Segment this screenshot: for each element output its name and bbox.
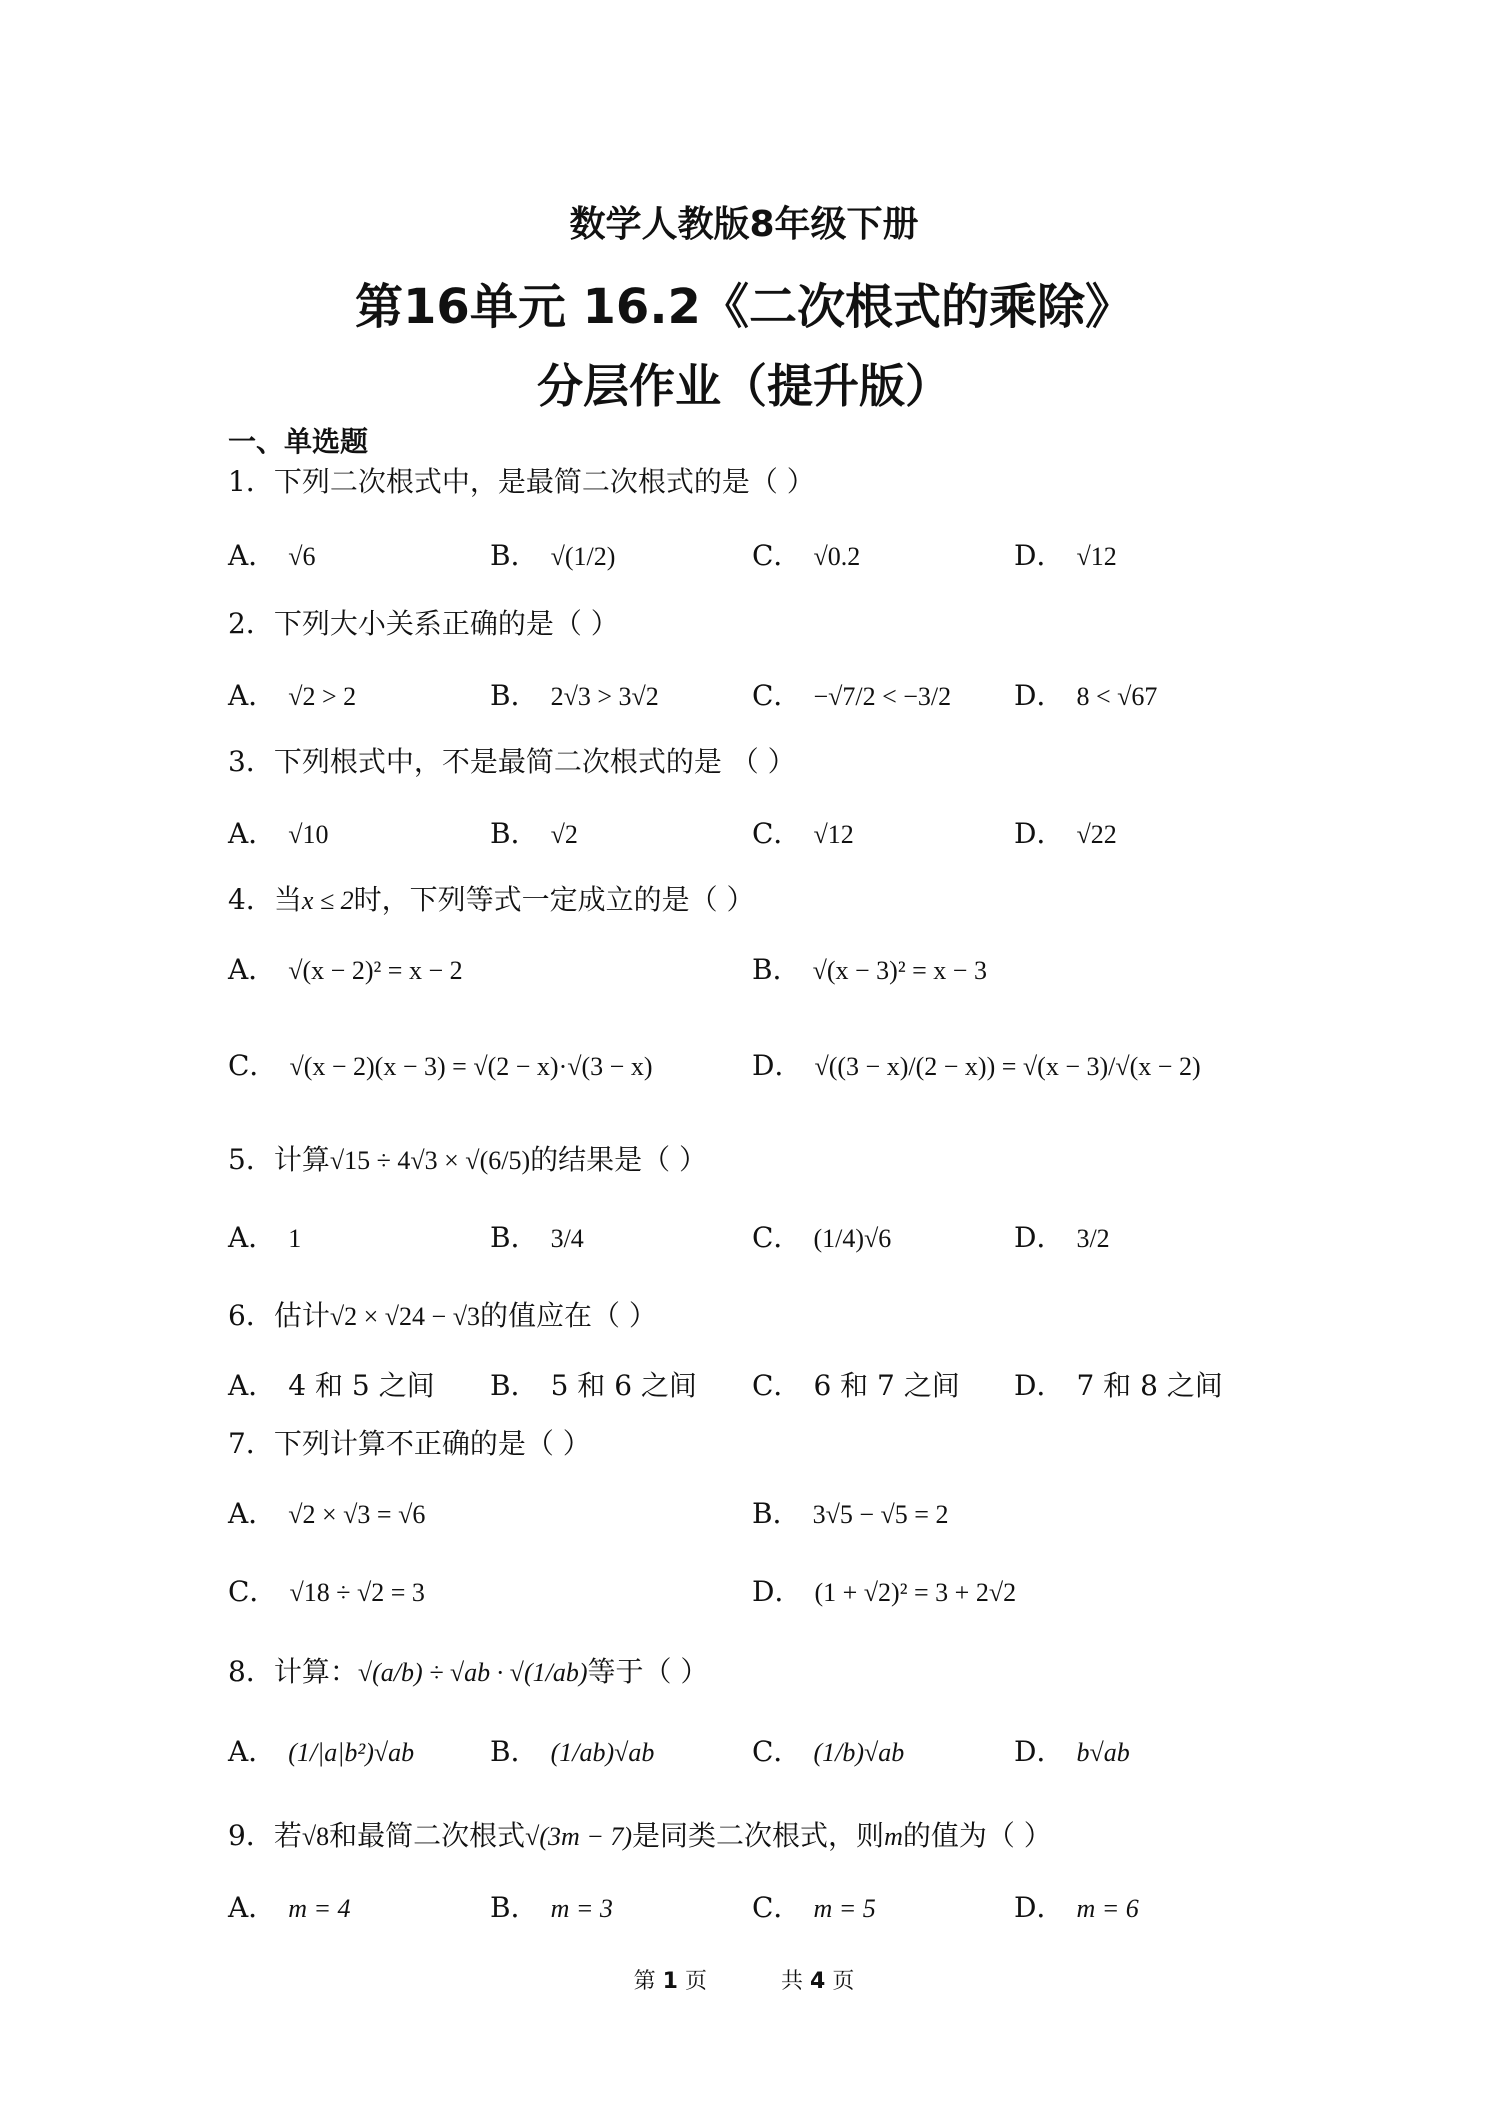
option-label: C． (752, 1369, 802, 1402)
q3-option-a (228, 814, 329, 855)
q1-option-a (228, 536, 316, 577)
option-label: B． (490, 679, 539, 712)
option-math: 3√5 − √5 = 2 (812, 1500, 949, 1529)
option-math: m = 4 (288, 1894, 351, 1923)
option-label: C． (228, 1049, 278, 1082)
q5-option-b (490, 1218, 584, 1259)
option-label: D． (1014, 1369, 1065, 1402)
stem-math: √(3m − 7) (525, 1822, 633, 1851)
stem-text: 6．估计 (228, 1299, 330, 1332)
q2-option-d (1014, 676, 1157, 717)
q5-option-a (228, 1218, 301, 1259)
option-label: A． (228, 1735, 277, 1768)
total-pages-number: 4 (810, 1969, 826, 1994)
stem-text: 8．计算： (228, 1655, 358, 1688)
q4-option-b (752, 950, 987, 991)
option-math: (1/|a|b²)√ab (288, 1738, 415, 1767)
option-label: A． (228, 679, 277, 712)
stem-math: x ≤ 2 (301, 886, 354, 915)
option-label: A． (228, 1891, 277, 1924)
option-label: C． (752, 1221, 802, 1254)
q8-option-c (752, 1732, 904, 1773)
question-8-stem (228, 1652, 708, 1693)
option-text: 7 和 8 之间 (1076, 1369, 1223, 1402)
q7-option-b (752, 1494, 948, 1535)
stem-math: √(a/b) ÷ √ab · √(1/ab) (357, 1658, 588, 1687)
question-6-stem (228, 1296, 657, 1337)
q2-option-b (490, 676, 659, 717)
q5-option-c (752, 1218, 891, 1259)
option-math: √2 × √3 = √6 (288, 1500, 426, 1529)
option-label: D． (1014, 817, 1065, 850)
option-label: A． (228, 1221, 277, 1254)
q4-option-a (228, 950, 463, 991)
section-heading: 一、单选题 (228, 425, 369, 458)
option-math: √0.2 (813, 542, 861, 571)
option-math: √22 (1076, 820, 1117, 849)
stem-text: 的值应在（ ） (479, 1299, 657, 1332)
question-3-stem: 3．下列根式中，不是最简二次根式的是 （ ） (228, 745, 796, 778)
option-math: √18 ÷ √2 = 3 (289, 1578, 425, 1607)
option-label: C． (752, 539, 802, 572)
option-label: B． (752, 1497, 801, 1530)
option-label: D． (1014, 679, 1065, 712)
option-math: (1 + √2)² = 3 + 2√2 (814, 1578, 1017, 1607)
option-label: D． (1014, 1735, 1065, 1768)
stem-text: 5．计算 (228, 1143, 330, 1176)
option-math: b√ab (1076, 1738, 1130, 1767)
option-math: 8 < √67 (1076, 682, 1158, 711)
q1-option-b (490, 536, 615, 577)
option-label: D． (1014, 1891, 1065, 1924)
option-math: 3/4 (550, 1224, 584, 1253)
header-unit-title: 第16单元 16.2《二次根式的乘除》 (355, 279, 1133, 335)
footer-text: 页 (684, 1969, 707, 1994)
footer-text: 共 (781, 1969, 804, 1994)
option-text: 5 和 6 之间 (550, 1369, 697, 1402)
option-math: m = 3 (550, 1894, 613, 1923)
option-math: √(x − 2)² = x − 2 (288, 956, 463, 985)
q9-option-b (490, 1888, 613, 1929)
option-text: 4 和 5 之间 (288, 1369, 435, 1402)
option-label: B． (490, 1735, 539, 1768)
q4-option-c (228, 1046, 653, 1087)
stem-text: 9．若 (228, 1819, 302, 1852)
question-2-stem: 2．下列大小关系正确的是（ ） (228, 607, 619, 640)
q6-option-c (752, 1366, 960, 1406)
q1-option-d (1014, 536, 1117, 577)
q6-option-d (1014, 1366, 1223, 1406)
question-1-stem: 1．下列二次根式中，是最简二次根式的是（ ） (228, 465, 815, 498)
option-math: (1/4)√6 (813, 1224, 892, 1253)
stem-text: 4．当 (228, 883, 302, 916)
stem-text: 和最简二次根式 (329, 1819, 526, 1852)
option-label: C． (752, 817, 802, 850)
q3-option-d (1014, 814, 1117, 855)
q9-option-a (228, 1888, 351, 1929)
option-math: −√7/2 < −3/2 (813, 682, 952, 711)
option-math: 1 (288, 1224, 302, 1253)
option-label: A． (228, 817, 277, 850)
option-math: m = 6 (1076, 1894, 1139, 1923)
option-math: √10 (288, 820, 329, 849)
page-footer (0, 1964, 1488, 1995)
option-label: B． (490, 1369, 539, 1402)
question-9-stem (228, 1816, 1052, 1857)
q7-option-d (752, 1572, 1016, 1613)
q7-option-c (228, 1572, 425, 1613)
option-math: √2 (550, 820, 578, 849)
question-7-stem: 7．下列计算不正确的是（ ） (228, 1427, 591, 1460)
option-label: B． (490, 817, 539, 850)
q8-option-b (490, 1732, 654, 1773)
option-label: A． (228, 953, 277, 986)
q8-option-d (1014, 1732, 1130, 1773)
q9-option-c (752, 1888, 876, 1929)
footer-text: 页 (832, 1969, 855, 1994)
q9-option-d (1014, 1888, 1139, 1929)
q8-option-a (228, 1732, 414, 1773)
option-math: √(1/2) (550, 542, 616, 571)
option-math: √12 (813, 820, 854, 849)
stem-text: 的结果是（ ） (530, 1143, 708, 1176)
option-label: A． (228, 1369, 277, 1402)
option-label: D． (752, 1049, 803, 1082)
q4-option-d (752, 1046, 1201, 1087)
option-math: 2√3 > 3√2 (550, 682, 659, 711)
option-math: m = 5 (813, 1894, 876, 1923)
option-label: D． (1014, 1221, 1065, 1254)
header-subject: 数学人教版8年级下册 (569, 204, 919, 245)
q6-option-b (490, 1366, 697, 1406)
stem-text: 是同类二次根式，则 (632, 1819, 885, 1852)
option-math: √(x − 3)² = x − 3 (812, 956, 987, 985)
q1-option-c (752, 536, 860, 577)
option-label: B． (490, 1221, 539, 1254)
question-5-stem (228, 1140, 707, 1181)
option-math: √(x − 2)(x − 3) = √(2 − x)·√(3 − x) (289, 1052, 653, 1081)
q3-option-c (752, 814, 854, 855)
stem-math: √2 × √24 − √3 (329, 1302, 480, 1331)
option-math: √2 > 2 (288, 682, 357, 711)
q7-option-a (228, 1494, 425, 1535)
q2-option-c (752, 676, 951, 717)
option-math: √((3 − x)/(2 − x)) = √(x − 3)/√(x − 2) (814, 1052, 1201, 1081)
stem-math: m (884, 1822, 903, 1851)
option-label: B． (490, 539, 539, 572)
option-label: D． (1014, 539, 1065, 572)
option-text: 6 和 7 之间 (813, 1369, 960, 1402)
stem-text: 等于（ ） (587, 1655, 709, 1688)
option-label: C． (752, 1891, 802, 1924)
option-math: √12 (1076, 542, 1117, 571)
stem-text: 的值为（ ） (902, 1819, 1052, 1852)
option-math: (1/b)√ab (813, 1738, 905, 1767)
option-label: B． (490, 1891, 539, 1924)
stem-math: √8 (301, 1822, 330, 1851)
stem-text: 时，下列等式一定成立的是（ ） (353, 883, 755, 916)
current-page-number: 1 (662, 1969, 678, 1994)
q3-option-b (490, 814, 578, 855)
option-math: (1/ab)√ab (550, 1738, 655, 1767)
q5-option-d (1014, 1218, 1110, 1259)
option-label: A． (228, 1497, 277, 1530)
option-label: C． (752, 679, 802, 712)
option-label: D． (752, 1575, 803, 1608)
option-label: B． (752, 953, 801, 986)
option-label: C． (752, 1735, 802, 1768)
q6-option-a (228, 1366, 435, 1406)
stem-math: √15 ÷ 4√3 × √(6/5) (329, 1146, 531, 1175)
option-label: A． (228, 539, 277, 572)
header-homework-level: 分层作业（提升版） (537, 359, 951, 413)
question-4-stem (228, 880, 755, 921)
q2-option-a (228, 676, 356, 717)
option-label: C． (228, 1575, 278, 1608)
option-math: 3/2 (1076, 1224, 1110, 1253)
option-math: √6 (288, 542, 316, 571)
footer-text: 第 (633, 1969, 656, 1994)
